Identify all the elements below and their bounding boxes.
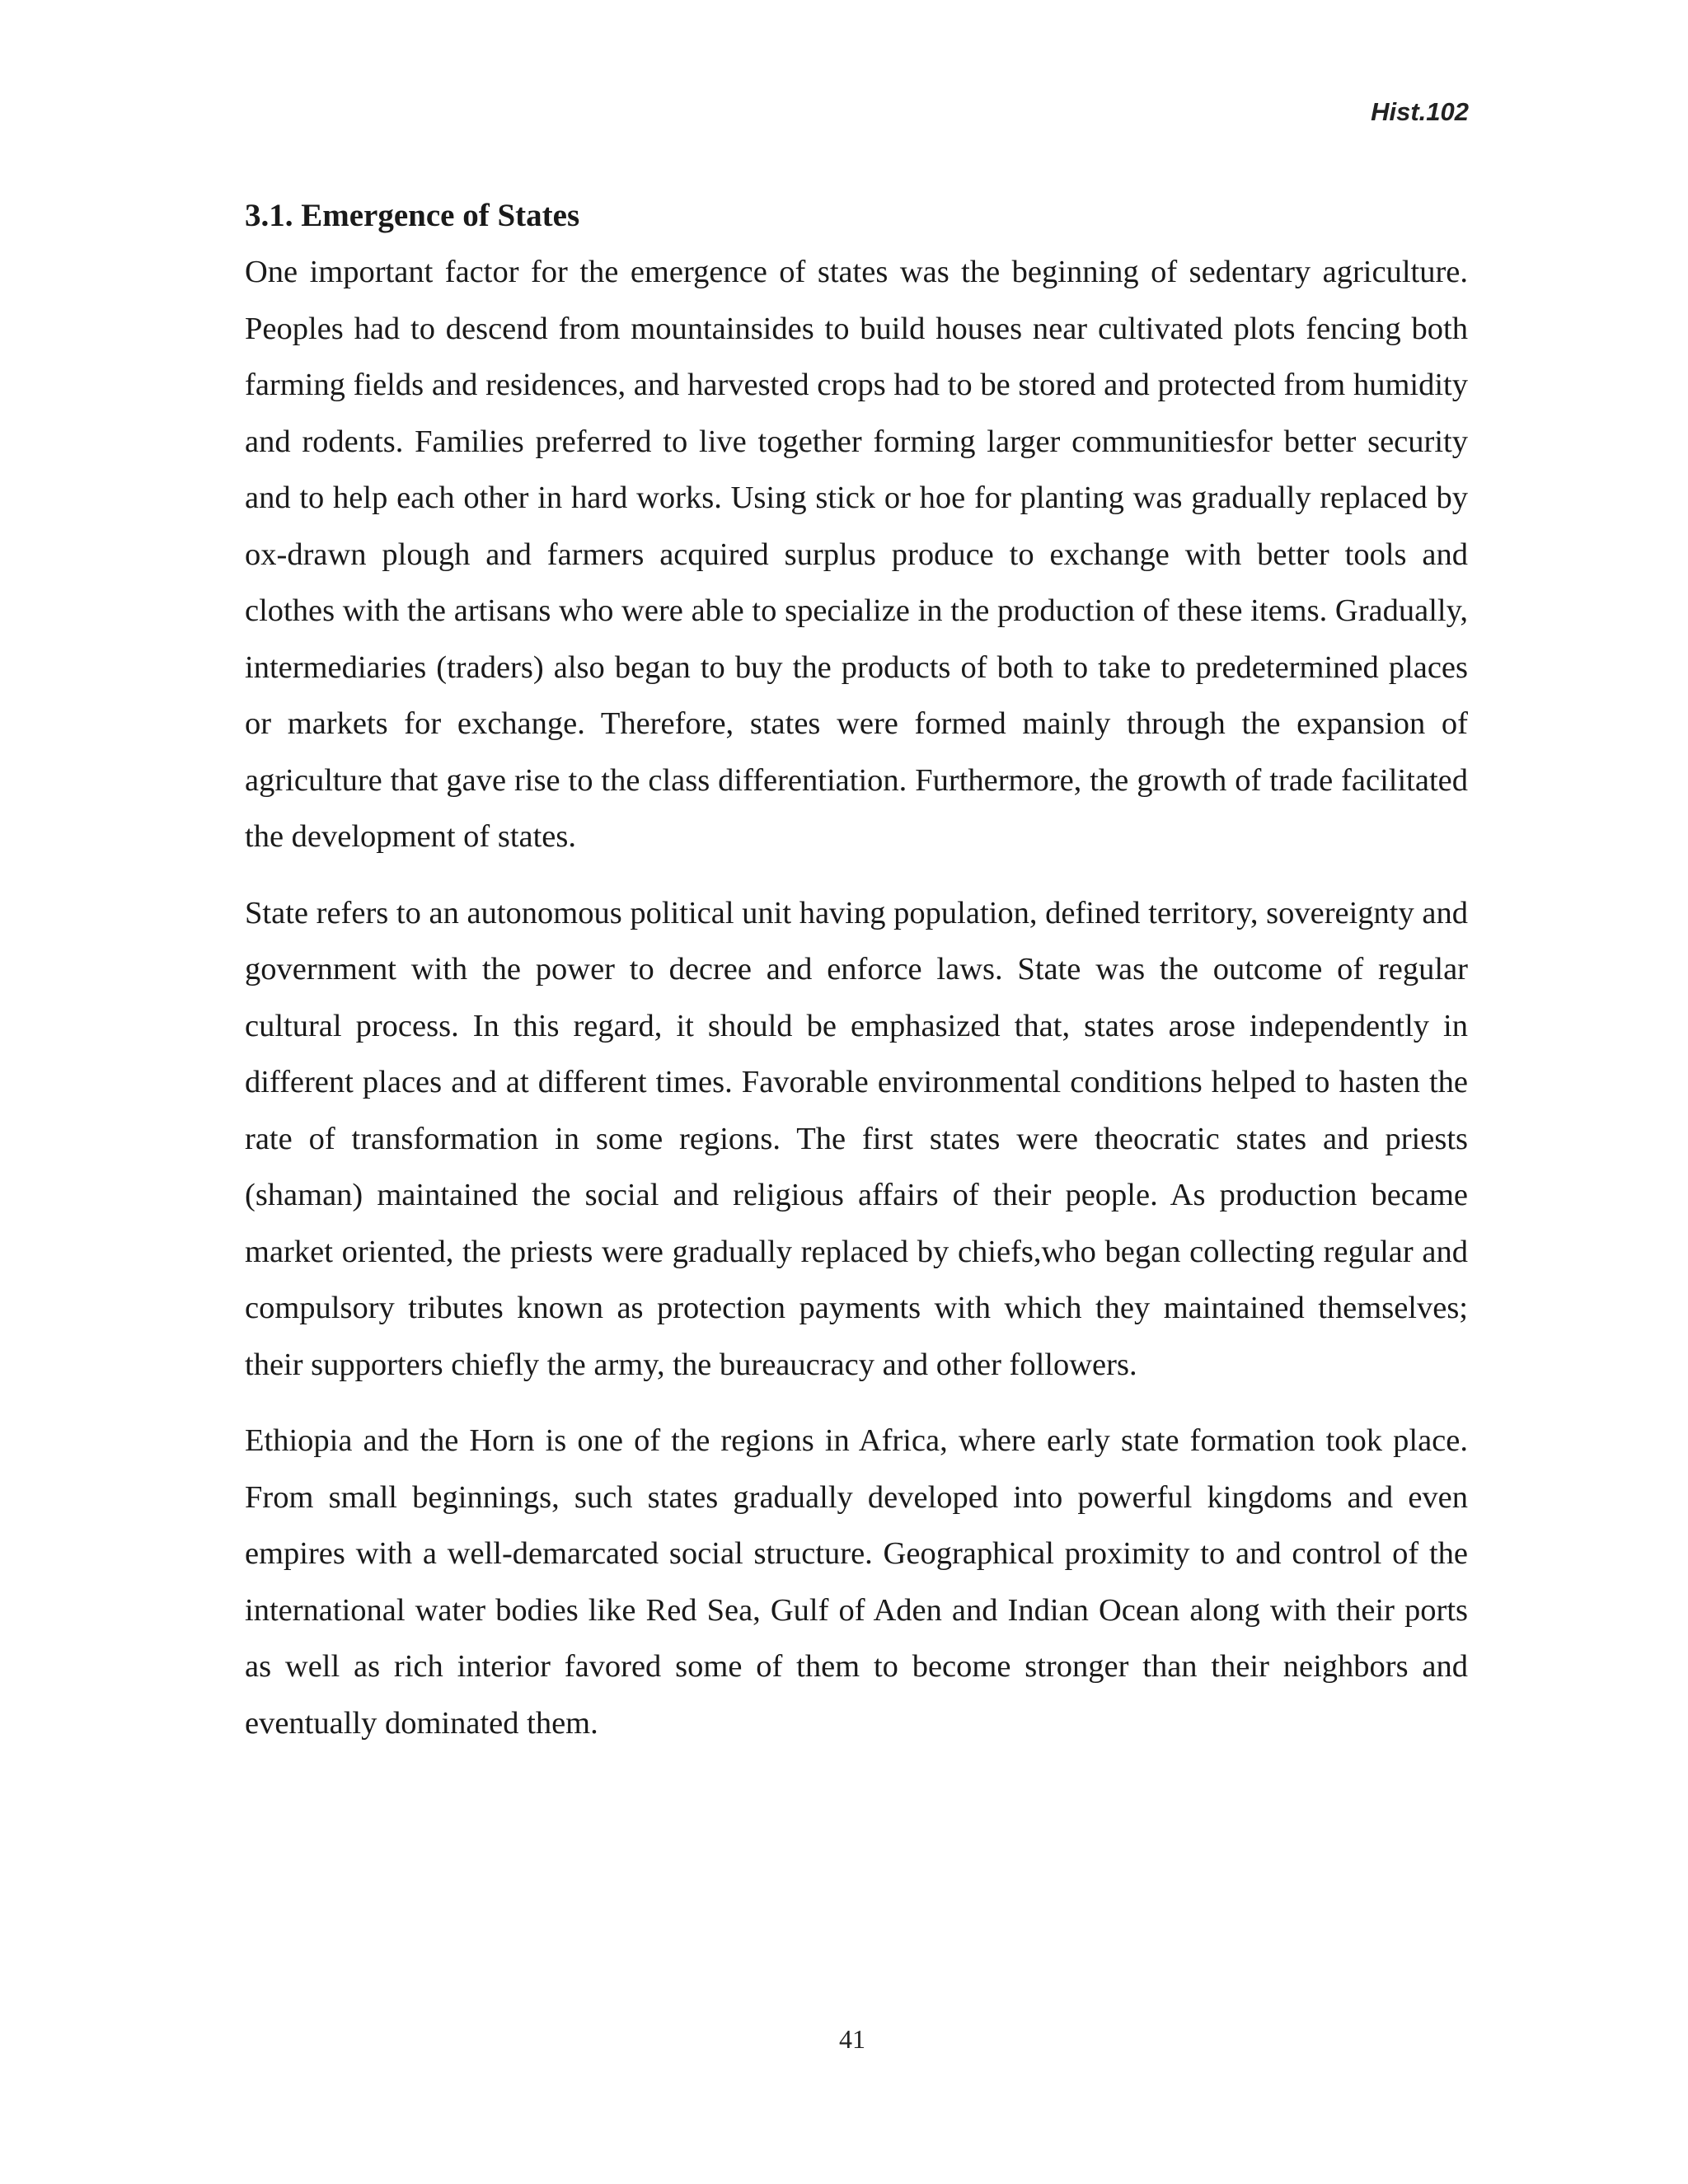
running-header: Hist.102 — [1371, 97, 1469, 126]
main-content — [245, 194, 1468, 1751]
paragraph-3: Ethiopia and the Horn is one of the regions in Africa, where early state formation took place. From small beginnings, such states gradually developed into powerful kingdoms and even empires with a well-demarcated social structure. Geographical proximity to and control of the international water bodies like Red Sea, Gulf of Aden and Indian Ocean along with their ports as well as rich interior favored some of them to become stronger than their neighbors and eventually dominated them. — [245, 1423, 1468, 1741]
paragraph-1: One important factor for the emergence of states was the beginning of sedentary agriculture. Peoples had to descend from mountainsides to build houses near cultivated plots fencing both farming fields and residences, and harvested crops had to be stored and protected from humidity and rodents. Families preferred to live together forming larger communitiesfor better security and to help each other in hard works. Using stick or hoe for planting was gradually replaced by ox-drawn plough and farmers acquired surplus produce to exchange with better tools and clothes with the artisans who were able to specialize in the production of these items. Gradually, intermediaries (traders) also began to buy the products of both to take to predetermined places or markets for exchange. Therefore, states were formed mainly through the expansion of agriculture that gave rise to the class differentiation. Furthermore, the growth of trade facilitated the development of states. — [245, 255, 1468, 854]
section-title: 3.1. Emergence of States — [245, 198, 580, 233]
paragraph-2: State refers to an autonomous political unit having population, defined territory, sovereignty and government with the power to decree and enforce laws. State was the outcome of regular cultural process. In this regard, it should be emphasized that, states arose independently in different places and at different times. Favorable environmental conditions helped to hasten the rate of transformation in some regions. The first states were theocratic states and priests (shaman) maintained the social and religious affairs of their people. As production became market oriented, the priests were gradually replaced by chiefs,who began collecting regular and compulsory tributes known as protection payments with which they maintained themselves; their supporters chiefly the army, the bureaucracy and other followers. — [245, 895, 1468, 1382]
page-number: 41 — [839, 2024, 865, 2054]
